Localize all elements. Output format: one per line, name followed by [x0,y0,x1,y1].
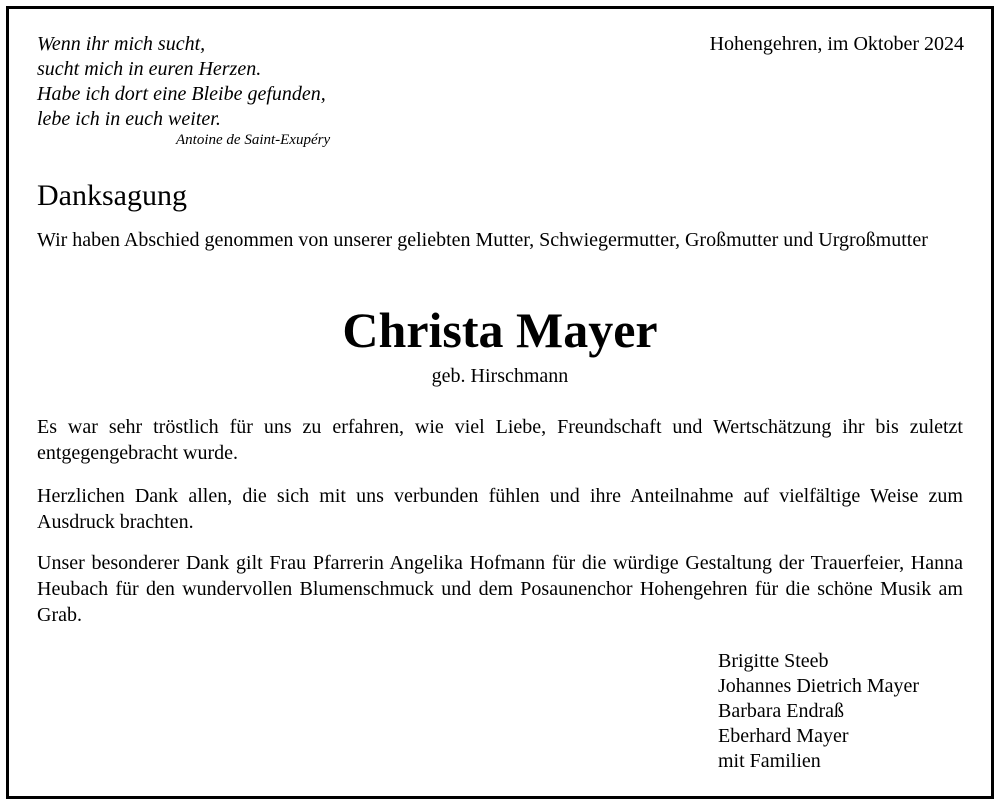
poem-author: Antoine de Saint-Exupéry [176,132,331,148]
thanks-paragraph: Es war sehr tröstlich für uns zu erfahren, wie viel Liebe, Freundschaft und Wertschätzung ihr bis zuletzt entgegengebracht wurde. [37,416,963,464]
poem [37,32,326,132]
birth-name: geb. Hirschmann [431,365,569,387]
signatories [718,649,919,774]
page-title: Danksagung [37,179,187,212]
thanks-paragraph: Herzlichen Dank allen, die sich mit uns verbunden fühlen und ihre Anteilnahme auf vielfältige Weise zum Ausdruck brachten. [37,485,963,533]
thanks-paragraph: Unser besonderer Dank gilt Frau Pfarrerin Angelika Hofmann für die würdige Gestaltung der Trauerfeier, Hanna Heubach für den wundervollen Blumenschmuck und dem Posaunenchor Hohengehren für die schöne Musik am Grab. [37,552,963,626]
deceased-name: Christa Mayer [342,302,658,358]
signatory-name: Johannes Dietrich Mayer [718,675,920,697]
signatory-name: Eberhard Mayer [718,725,849,747]
signatory-name: Brigitte Steeb [718,650,829,672]
poem-line: sucht mich in euren Herzen. [37,58,262,80]
place-date: Hohengehren, im Oktober 2024 [709,33,964,55]
signatory-name: Barbara Endraß [718,700,845,722]
poem-line: lebe ich in euch weiter. [37,108,221,130]
intro-paragraph: Wir haben Abschied genommen von unserer geliebten Mutter, Schwiegermutter, Großmutter und Urgroßmutter [37,229,928,251]
poem-line: Habe ich dort eine Bleibe gefunden, [37,83,326,105]
poem-line: Wenn ihr mich sucht, [37,33,206,55]
signatory-name: mit Familien [718,750,821,772]
